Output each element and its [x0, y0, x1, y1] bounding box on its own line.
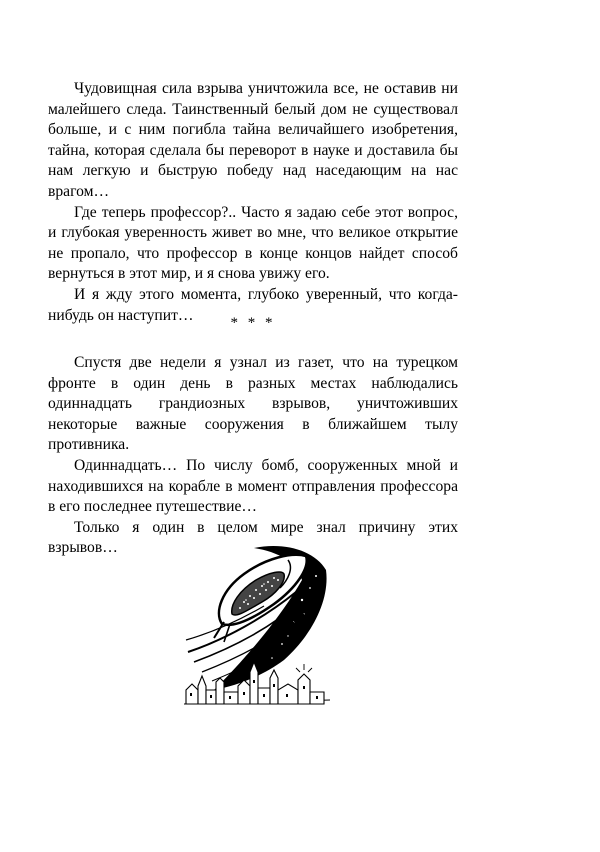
- paragraph: Спустя две недели я узнал из газет, что на турецком фронте в один день в разных местах наблюдались одиннадцать грандиозных взрывов, уничтоживших некоторые важные сооружения в ближайшем тылу противника.: [48, 354, 458, 454]
- paragraph: И я жду этого момента, глубоко уверенный, что когда-нибудь он наступит…: [48, 285, 458, 324]
- paragraph: Где теперь профессор?.. Часто я задаю себе этот вопрос, и глубокая уверенность живет во мне, что великое открытие не пропало, что профессор в конце концов найдет способ вернуться в этот мир, и я снова увижу его.: [48, 203, 458, 283]
- section-break: * * *: [230, 315, 276, 331]
- rocket-ship-over-city-icon: [184, 540, 330, 712]
- paragraph: Одиннадцать… По числу бомб, сооруженных мной и находившихся на корабле в момент отправления профессора в его последнее путешествие…: [48, 456, 458, 516]
- text-block-bottom: [48, 353, 458, 559]
- text-block-top: [48, 79, 458, 326]
- paragraph: Чудовищная сила взрыва уничтожила все, не оставив ни малейшего следа. Таинственный белый дом не существовал больше, и с ним погибла тайна величайшего изобретения, тайна, которая сделала бы переворот в науке и доставила бы нам легкую и быструю победу над наседающим на нас врагом…: [48, 80, 458, 200]
- paragraph: Только я один в целом мире знал причину этих взрывов…: [48, 518, 458, 557]
